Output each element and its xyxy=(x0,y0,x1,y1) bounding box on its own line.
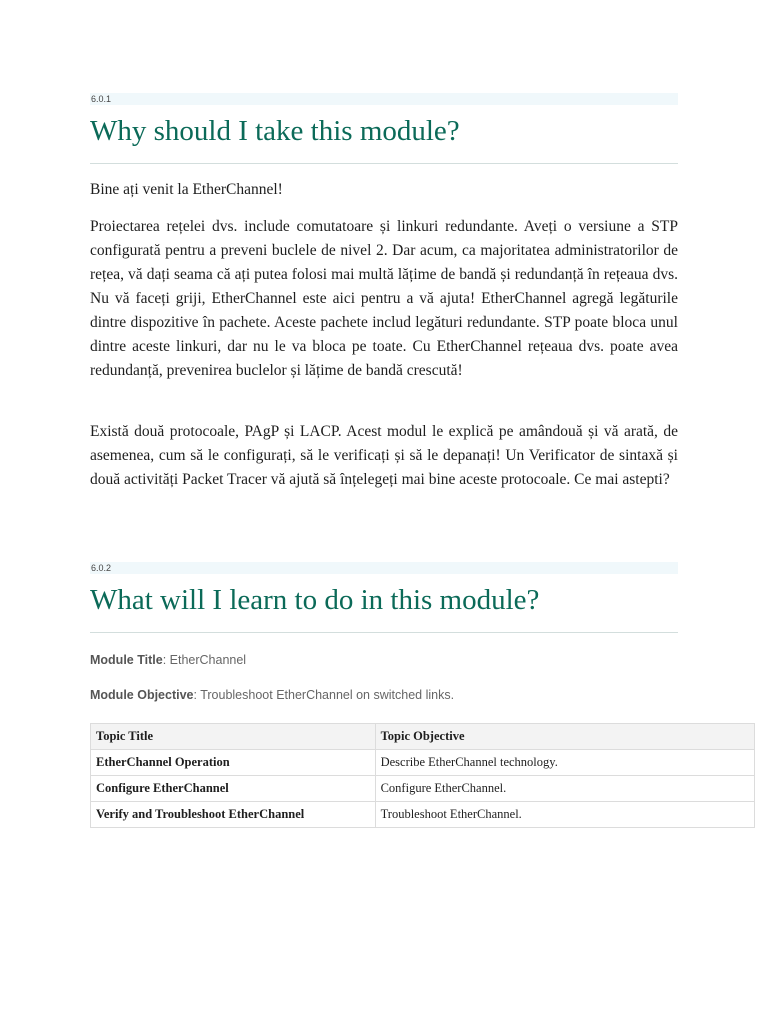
table-header-row xyxy=(91,724,755,750)
column-header-topic-title: Topic Title xyxy=(91,724,376,750)
intro-paragraph: Proiectarea rețelei dvs. include comutatoare și linkuri redundante. Aveți o versiune a STP configurată pentru a preveni buclele de nivel 2. Dar acum, ca majoritatea administratorilor de rețea, vă dați seama că ați putea folosi mai multă lățime de bandă și redundanță în rețeaua dvs. Nu vă faceți griji, EtherChannel este aici pentru a vă ajuta! EtherChannel agregă legăturile dintre dispozitive în pachete. Aceste pachete includ legături redundante. STP poate bloca unul dintre aceste linkuri, dar nu le va bloca pe toate. Cu EtherChannel rețeaua dvs. poate avea redundanță, prevenirea buclelor și lățime de bandă crescută! xyxy=(90,218,678,379)
topic-title-cell: Verify and Troubleshoot EtherChannel xyxy=(91,802,376,828)
column-header-topic-objective: Topic Objective xyxy=(375,724,754,750)
section-heading: Why should I take this module? xyxy=(90,115,460,147)
welcome-paragraph: Bine ați venit la EtherChannel! xyxy=(90,181,283,198)
topic-title-cell: Configure EtherChannel xyxy=(91,776,376,802)
heading-divider xyxy=(90,163,678,164)
section-number: 6.0.1 xyxy=(90,93,678,105)
module-title-value: : EtherChannel xyxy=(162,653,247,667)
topic-objective-cell: Troubleshoot EtherChannel. xyxy=(375,802,754,828)
section-heading: What will I learn to do in this module? xyxy=(90,584,540,616)
topics-table xyxy=(90,723,755,828)
protocols-paragraph: Există două protocoale, PAgP și LACP. Acest modul le explică pe amândouă și vă arată, de asemenea, cum să le configurați, să le verificați și să le depanați! Un Verificator de sintaxă și două activități Packet Tracer vă ajută să înțelegeți mai bine aceste protocoale. Ce mai astepti? xyxy=(90,423,678,488)
heading-divider xyxy=(90,632,678,633)
module-objective-label: Module Objective xyxy=(90,688,194,702)
table-row xyxy=(91,776,755,802)
topic-title-cell: EtherChannel Operation xyxy=(91,750,376,776)
topic-objective-cell: Describe EtherChannel technology. xyxy=(375,750,754,776)
table-row xyxy=(91,750,755,776)
module-objective-value: : Troubleshoot EtherChannel on switched links. xyxy=(193,688,455,702)
module-objective-line xyxy=(90,687,690,703)
module-title-line xyxy=(90,652,690,668)
topic-objective-cell: Configure EtherChannel. xyxy=(375,776,754,802)
module-title-label: Module Title xyxy=(90,653,163,667)
table-row xyxy=(91,802,755,828)
section-number: 6.0.2 xyxy=(90,562,678,574)
